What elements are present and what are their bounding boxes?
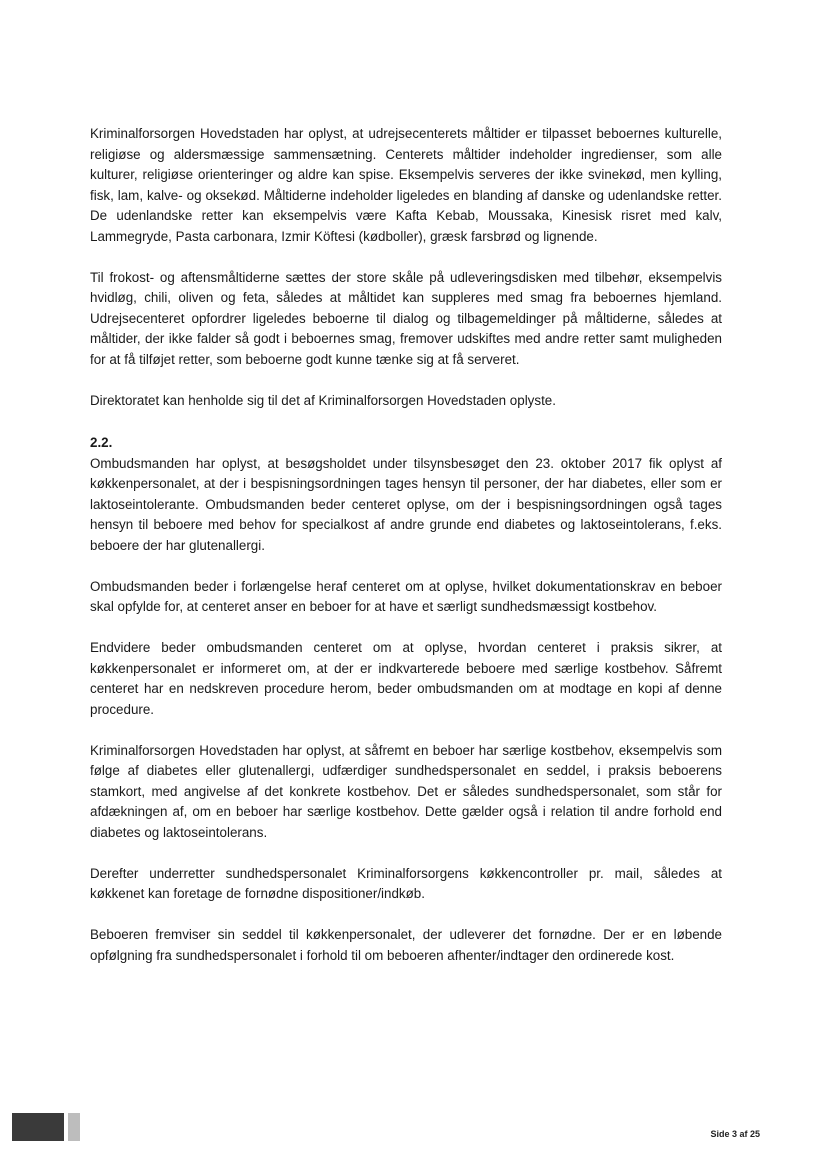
section-heading: 2.2.	[90, 435, 113, 450]
paragraph-kitchen-controller: Derefter underretter sundhedspersonalet Kriminalforsorgens køkkencontroller pr. mail, således at køkkenet kan foretage de fornødne dispositioner/indkøb.	[90, 865, 722, 901]
footer-bar-dark	[12, 1113, 64, 1141]
paragraph-kitchen-information: Endvidere beder ombudsmanden centeret om at oplyse, hvordan centeret i praksis sikrer, at køkkenpersonalet er informeret om, at der er indkvarterede beboere med særlige kostbehov. Såfremt centeret har en nedskreven procedure herom, beder ombudsmanden om at modtage en kopi af denne procedure.	[90, 640, 722, 717]
page-number: Side 3 af 25	[710, 1129, 760, 1139]
paragraph-resident-note: Beboeren fremviser sin seddel til køkkenpersonalet, der udleverer det fornødne. Der er en løbende opfølgning fra sundhedspersonalet i forhold til om beboeren afhenter/indtager den ordinerede kost.	[90, 927, 722, 963]
footer-bar-light	[68, 1113, 80, 1141]
footer-logo-bars	[12, 1113, 80, 1141]
paragraph-meal-adaptation: Kriminalforsorgen Hovedstaden har oplyst, at udrejsecenterets måltider er tilpasset beboernes kulturelle, religiøse og aldersmæssige sammensætning. Centerets måltider indeholder ingredienser, som alle kulturer, religiøse orienteringer og aldre kan spise. Eksempelvis serveres der ikke svinekød, men kylling, fisk, lam, kalve- og oksekød. Måltiderne indeholder ligeledes en blanding af danske og udenlandske retter. De udenlandske retter kan eksempelvis være Kafta Kebab, Moussaka, Kinesisk risret med kalv, Lammegryde, Pasta carbonara, Izmir Köftesi (kødboller), græsk farsbrød og lignende.	[90, 126, 722, 244]
paragraph-ombudsman-inquiry: Ombudsmanden har oplyst, at besøgsholdet under tilsynsbesøget den 23. oktober 2017 fik oplyst af køkkenpersonalet, at der i bespisningsordningen tages hensyn til personer, der har diabetes, eller som er laktoseintolerante. Ombudsmanden beder centeret oplyse, om der i bespisningsordningen også tages hensyn til beboere med behov for specialkost af andre grunde end diabetes og laktoseintolerans, f.eks. beboere der har glutenallergi.	[90, 455, 722, 553]
paragraph-health-staff-procedure: Kriminalforsorgen Hovedstaden har oplyst, at såfremt en beboer har særlige kostbehov, eksempelvis som følge af diabetes eller glutenallergi, udfærdiger sundhedspersonalet en seddel, i praksis beboerens stamkort, med angivelse af det konkrete kostbehov. Det er således sundhedspersonalet, som står for afdækningen af, om en beboer har særlige kostbehov. Dette gælder også i relation til andre forhold end diabetes og laktoseintolerans.	[90, 742, 722, 840]
paragraph-documentation-requirement: Ombudsmanden beder i forlængelse heraf centeret om at oplyse, hvilket dokumentationskrav en beboer skal opfylde for, at centeret anser en beboer for at have et særligt sundhedsmæssigt kostbehov.	[90, 578, 722, 614]
document-body	[90, 124, 722, 987]
paragraph-directorate-statement: Direktoratet kan henholde sig til det af Kriminalforsorgen Hovedstaden oplyste.	[90, 392, 556, 408]
paragraph-side-dishes: Til frokost- og aftensmåltiderne sættes der store skåle på udleveringsdisken med tilbehør, eksempelvis hvidløg, chili, oliven og feta, således at måltidet kan suppleres med smag fra beboernes hjemland. Udrejsecenteret opfordrer ligeledes beboerne til dialog og tilbagemeldinger på måltiderne, således at måltider, der ikke falder så godt i beboernes smag, fremover udskiftes med andre retter samt muligheden for at få tilføjet retter, som beboerne godt kunne tænke sig at få serveret.	[90, 269, 722, 367]
